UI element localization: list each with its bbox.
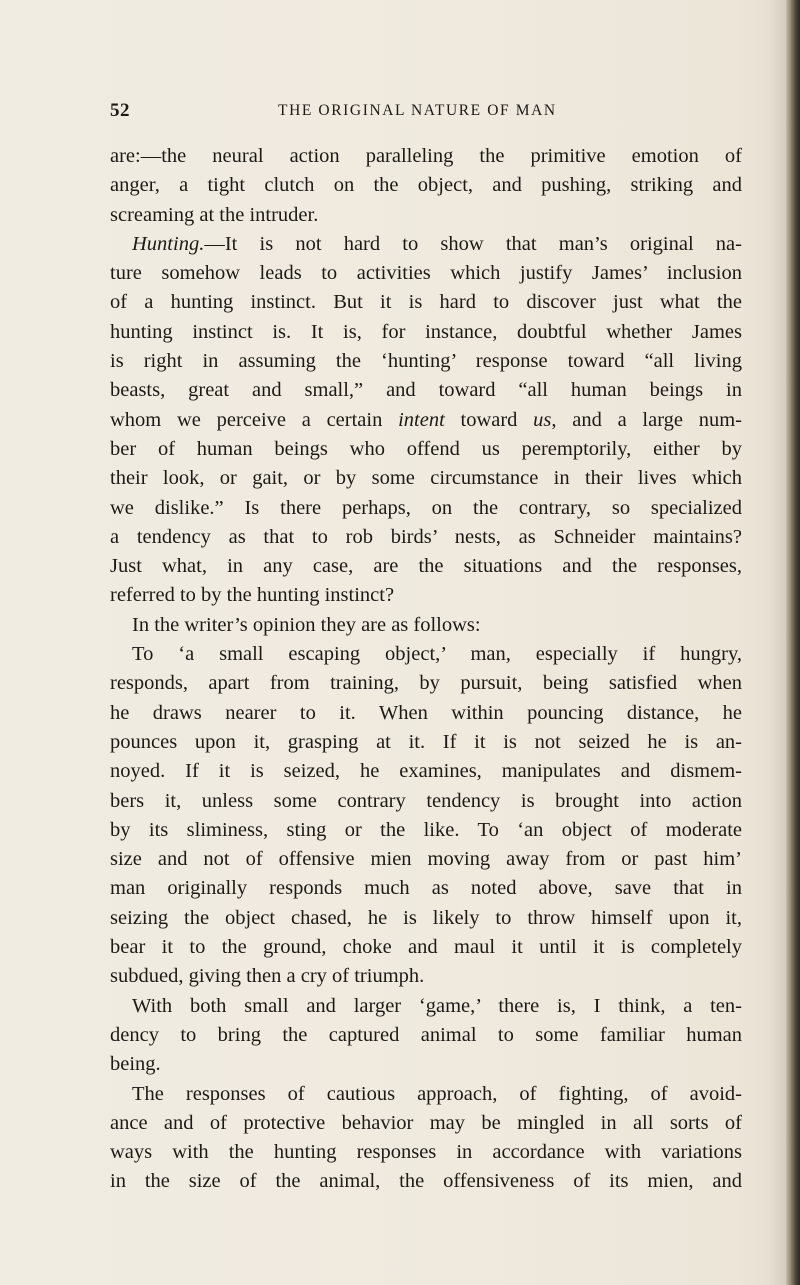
text-span: —It is not hard to show that man’s original na- (204, 232, 742, 255)
text-line: ture somehow leads to activities which justify James’ inclusion (110, 262, 742, 285)
text-span: whom we perceive a certain (110, 408, 399, 431)
text-line: their look, or gait, or by some circumstance in their lives which (110, 467, 742, 490)
text-line: seizing the object chased, he is likely to throw himself upon it, (110, 906, 742, 929)
text-line: we dislike.” Is there perhaps, on the contrary, so specialized (110, 496, 742, 519)
text-line: is right in assuming the ‘hunting’ response toward “all living (110, 350, 742, 373)
text-line: bers it, unless some contrary tendency is brought into action (110, 789, 742, 812)
text-line (110, 230, 742, 259)
text-line: responds, apart from training, by pursuit, being satisfied when (110, 672, 742, 695)
text-line: noyed. If it is seized, he examines, manipulates and dismem- (110, 760, 742, 783)
text-line: The responses of cautious approach, of fighting, of avoid- (132, 1082, 742, 1105)
text-line: referred to by the hunting instinct? (110, 584, 395, 607)
text-line: ways with the hunting responses in accordance with variations (110, 1141, 742, 1164)
page-number: 52 (110, 100, 130, 121)
text-line: Just what, in any case, are the situations and the responses, (110, 555, 742, 578)
binding-edge (786, 0, 800, 1285)
text-line (110, 406, 742, 435)
text-span: , and a large num- (551, 408, 742, 431)
text-line: subdued, giving then a cry of triumph. (110, 965, 425, 988)
text-line: ber of human beings who offend us peremptorily, either by (110, 437, 742, 460)
page-header (110, 100, 730, 128)
text-line: anger, a tight clutch on the object, and pushing, striking and (110, 174, 742, 197)
text-span: toward (444, 408, 534, 431)
italic-word: intent (398, 408, 445, 431)
text-line: With both small and larger ‘game,’ there is, I think, a ten- (132, 994, 742, 1017)
text-line: being. (110, 1053, 161, 1076)
text-line: are:—the neural action paralleling the primitive emotion of (110, 145, 742, 167)
text-line: he draws nearer to it. When within pouncing distance, he (110, 701, 742, 724)
running-head: THE ORIGINAL NATURE OF MAN (278, 102, 557, 119)
text-line: dency to bring the captured animal to some familiar human (110, 1023, 742, 1046)
section-heading-hunting: Hunting. (132, 232, 205, 255)
text-line: size and not of offensive mien moving away from or past him’ (110, 848, 742, 871)
text-line: in the size of the animal, the offensiveness of its mien, and (110, 1170, 742, 1193)
text-line: pounces upon it, grasping at it. If it is not seized he is an- (110, 730, 742, 753)
italic-word: us (533, 408, 552, 431)
text-line: hunting instinct is. It is, for instance, doubtful whether James (110, 320, 742, 343)
text-line: ance and of protective behavior may be mingled in all sorts of (110, 1111, 742, 1134)
text-line: man originally responds much as noted above, save that in (110, 877, 742, 900)
text-line: beasts, great and small,” and toward “all human beings in (110, 379, 742, 402)
text-line: To ‘a small escaping object,’ man, especially if hungry, (132, 643, 742, 666)
text-line: by its sliminess, sting or the like. To ‘an object of moderate (110, 818, 742, 841)
binding-shadow (768, 0, 786, 1285)
text-line: screaming at the intruder. (110, 203, 319, 226)
text-line: In the writer’s opinion they are as follows: (132, 613, 481, 636)
body-text (110, 142, 742, 1197)
text-line: a tendency as that to rob birds’ nests, as Schneider maintains? (110, 525, 742, 548)
text-line: bear it to the ground, choke and maul it until it is completely (110, 936, 742, 959)
text-line: of a hunting instinct. But it is hard to discover just what the (110, 291, 742, 314)
